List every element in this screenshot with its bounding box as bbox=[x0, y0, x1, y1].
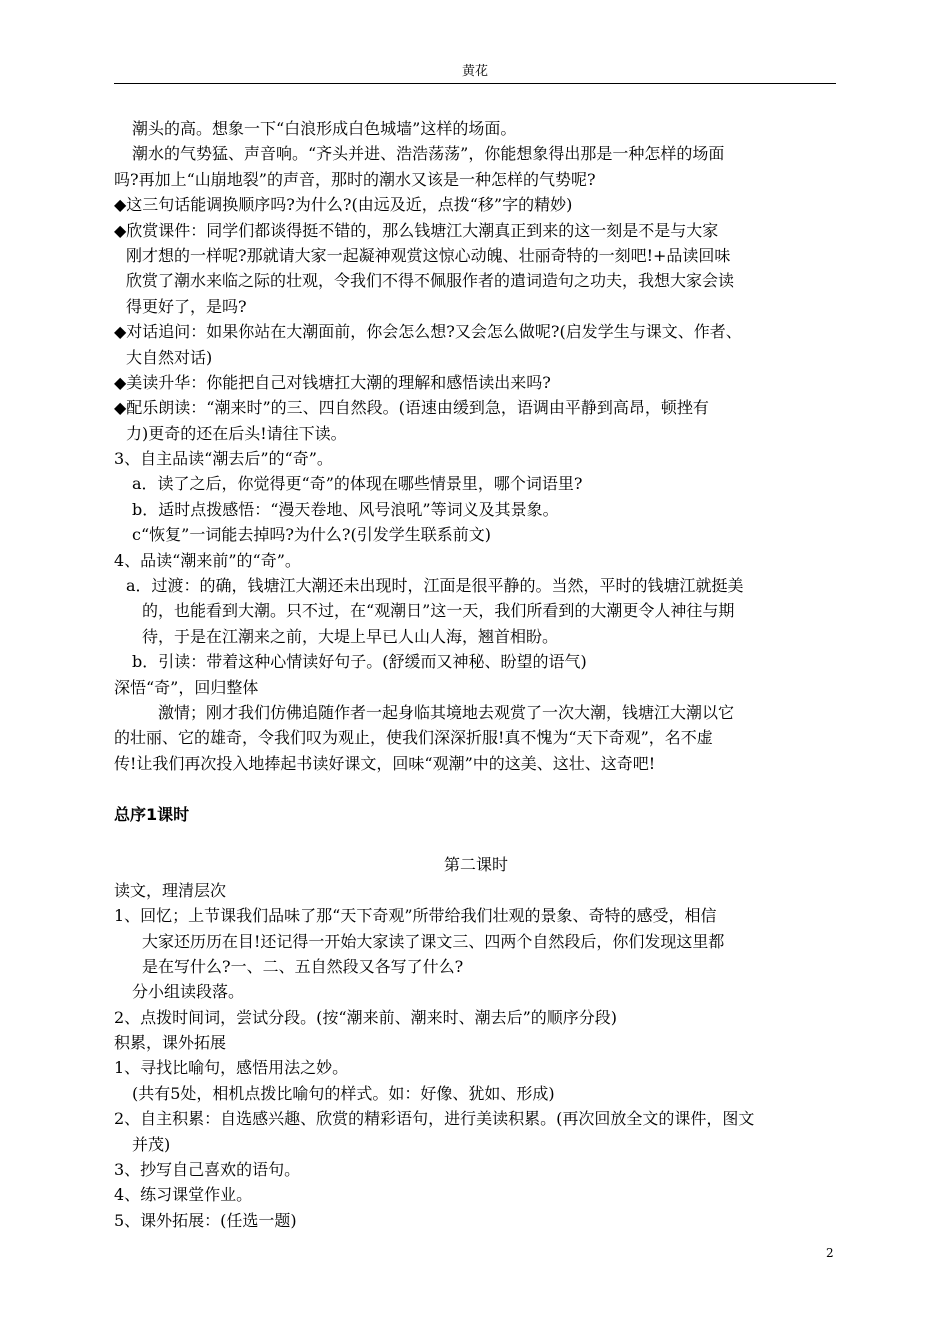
text-line: ◆欣赏课件：同学们都谈得挺不错的，那么钱塘江大潮真正到来的这一刻是不是与大家 bbox=[114, 220, 719, 240]
text-line: 潮头的高。想象一下“白浪形成白色城墙”这样的场面。 bbox=[132, 119, 517, 138]
text-line: 1、寻找比喻句，感悟用法之妙。 bbox=[114, 1058, 349, 1078]
document-body bbox=[114, 116, 838, 1233]
text-line: 2、自主积累：自选感兴趣、欣赏的精彩语句，进行美读积累。(再次回放全文的课件，图文 bbox=[114, 1109, 755, 1129]
text-line: b．引读：带着这种心情读好句子。(舒缓而又神秘、盼望的语气) bbox=[132, 652, 587, 672]
text-line: 激情；刚才我们仿佛追随作者一起身临其境地去观赏了一次大潮，钱塘江大潮以它 bbox=[158, 702, 735, 722]
text-line: b．适时点拨感悟：“漫天卷地、风号浪吼”等词义及其景象。 bbox=[132, 499, 559, 519]
text-line: 并茂) bbox=[132, 1134, 171, 1154]
text-line: ◆美读升华：你能把自己对钱塘扛大潮的理解和感悟读出来吗? bbox=[114, 372, 551, 392]
text-line: ◆对话追问：如果你站在大潮面前，你会怎么想?又会怎么做呢?(启发学生与课文、作者、 bbox=[114, 322, 742, 342]
section-heading: 积累，课外拓展 bbox=[114, 1033, 227, 1053]
text-line: 传!让我们再次投入地捧起书读好课文，回味“观潮”中的这美、这壮、这奇吧! bbox=[114, 753, 656, 773]
text-line: 欣赏了潮水来临之际的壮观，令我们不得不佩服作者的遣词造句之功夫，我想大家会读 bbox=[126, 271, 735, 291]
text-line: ◆这三句话能调换顺序吗?为什么?(由远及近，点拨“移”字的精妙) bbox=[114, 195, 573, 215]
text-line: 3、自主品读“潮去后”的“奇”。 bbox=[114, 449, 333, 469]
text-line: 力)更奇的还在后头!请往下读。 bbox=[126, 423, 347, 443]
text-line: 大自然对话) bbox=[126, 347, 213, 367]
text-line: 大家还历历在目!还记得一开始大家读了课文三、四两个自然段后，你们发现这里都 bbox=[142, 931, 725, 951]
spacer bbox=[114, 827, 838, 852]
section-heading: 深悟“奇”，回归整体 bbox=[114, 677, 259, 697]
text-line: 分小组读段落。 bbox=[132, 982, 245, 1002]
text-line: 待，于是在江潮来之前，大堤上早已人山人海，翘首相盼。 bbox=[142, 626, 559, 646]
text-line: 吗?再加上“山崩地裂”的声音，那时的潮水又该是一种怎样的气势呢? bbox=[114, 169, 596, 189]
lesson-title: 第二课时 bbox=[443, 855, 508, 875]
page-number: 2 bbox=[826, 1246, 834, 1260]
text-line: 5、课外拓展：(任选一题) bbox=[114, 1210, 297, 1230]
text-line: 的，也能看到大潮。只不过，在“观潮日”这一天，我们所看到的大潮更令人神往与期 bbox=[142, 601, 735, 621]
section-heading: 读文，理清层次 bbox=[114, 880, 227, 900]
page-header: 黄花 bbox=[461, 64, 488, 79]
text-line: 刚才想的一样呢?那就请大家一起凝神观赏这惊心动魄、壮丽奇特的一刻吧!+品读回味 bbox=[126, 245, 731, 265]
text-line: 2、点拨时间词，尝试分段。(按“潮来前、潮来时、潮去后”的顺序分段) bbox=[114, 1007, 618, 1027]
spacer bbox=[114, 776, 838, 801]
lesson-count: 总序1课时 bbox=[114, 804, 190, 824]
text-line: 得更好了，是吗? bbox=[126, 296, 247, 316]
text-line: 3、抄写自己喜欢的语句。 bbox=[114, 1160, 301, 1180]
text-line: 潮水的气势猛、声音响。“齐头并进、浩浩荡荡”，你能想象得出那是一种怎样的场面 bbox=[132, 144, 725, 164]
text-line: c“恢复”一词能去掉吗?为什么?(引发学生联系前文) bbox=[132, 525, 491, 545]
header-rule bbox=[114, 83, 836, 84]
text-line: 4、品读“潮来前”的“奇”。 bbox=[114, 550, 301, 570]
text-line: 的壮丽、它的雄奇，令我们叹为观止，使我们深深折服!真不愧为“天下奇观”，名不虚 bbox=[114, 728, 713, 748]
text-line: 1、回忆；上节课我们品味了那“天下奇观”所带给我们壮观的景象、奇特的感受，相信 bbox=[114, 906, 717, 926]
text-line: 4、练习课堂作业。 bbox=[114, 1185, 253, 1205]
text-line: a．过渡：的确，钱塘江大潮还未出现时，江面是很平静的。当然，平时的钱塘江就挺美 bbox=[126, 576, 744, 596]
text-line: (共有5处，相机点拨比喻句的样式。如：好像、犹如、形成) bbox=[132, 1083, 555, 1103]
text-line: ◆配乐朗读：“潮来时”的三、四自然段。(语速由缓到急，语调由平静到高昂，顿挫有 bbox=[114, 398, 709, 418]
text-line: 是在写什么?一、二、五自然段又各写了什么? bbox=[142, 956, 464, 976]
text-line: a．读了之后，你觉得更“奇”的体现在哪些情景里，哪个词语里? bbox=[132, 474, 583, 494]
